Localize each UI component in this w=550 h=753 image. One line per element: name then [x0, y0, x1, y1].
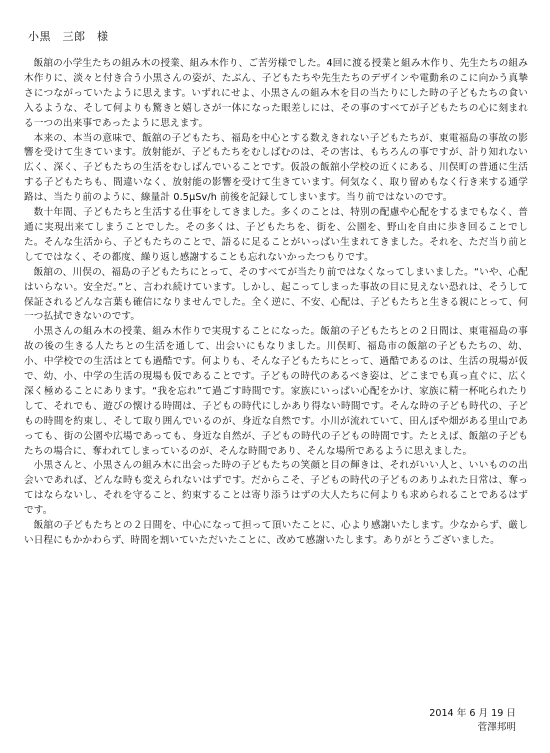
closing-block: [429, 707, 516, 735]
paragraph: 飯舘の、川俣の、福島の子どもたちにとって、そのすべてが当たり前ではなくなってしまいました。“いや、心配はいらない。安全だ。”と、言われ続けています。しかし、起こってしまった事故の目に見えない恐れは、そうして保証されるどんな言葉も確信になりませんでした。全く逆に、不安、心配は、子どもたちと生きる親にとって、何一つ払拭できないのです。: [24, 266, 528, 323]
paragraph: 本来の、本当の意味で、飯舘の子どもたち、福島を中心とする数えきれない子どもたちが、東電福島の事故の影響を受けて生きています。放射能が、子どもたちをむしばむのは、その害は、もちろんの事ですが、計り知れない広く、深く、子どもたちの生活をむしばんでいることです。仮設の飯舘小学校の近くにある、川俣町の普通に生活する子どもたちも、間違いなく、放射能の影響を受けて生きています。何気なく、取り留めもなく行き来する通学路は、当たり前のように、線量計 0.5μSv/h 前後を記録してしまいます。当り前ではないのです。: [24, 132, 528, 204]
signature: 菅澤邦明: [477, 722, 516, 733]
paragraph: 飯舘の小学生たちの組み木の授業、組み木作り、ご苦労様でした。4回に渡る授業と組み木作り、先生たちの組み木作りに、淡々と付き合う小黒さんの姿が、たぶん、子どもたちや先生たちのデザインや電動糸のこに向かう真摯さにつながっていたように思えます。いずれにせよ、小黒さんの組み木を目の当たりにした時の子どもたちの食い入るような、そして何よりも驚きと嬉しさが一体になった眼差しには、その事のすべてが子どもたちの心に刻まれる一つの出来事であったように思えます。: [24, 58, 528, 129]
paragraph: 数十年間、子どもたちと生活する仕事をしてきました。多くのことは、特別の配慮や心配をするまでもなく、普通に実現出来てしまうことでした。その多くは、子どもたちを、街を、公園を、野山を自由に歩き回ることでした。そんな生活から、子どもたちのことで、語るに足ることがいっぱい生まれてきました。それを、ただ当り前としてではなく、その都度、繰り返し感謝することも忘れないかったつもりです。: [24, 207, 528, 263]
salutation: 小黒 三郎 様: [28, 30, 109, 43]
paragraph: 飯舘の子どもたちとの２日間を、中心になって担って頂いたことに、心より感謝いたします。少なからず、厳しい日程にもかかわらず、時間を割いていただいたことに、改めて感謝いたします。ありがとうございました。: [24, 520, 528, 546]
paragraph: 小黒さんの組み木の授業、組み木作りで実現することになった。飯舘の子どもたちとの２日間は、東電福島の事故の後の生きる人たちとの生活を通して、出会いにもなりました。川俣町、福島市の飯舘の子どもたちの、幼、小、中学校での生活はとても過酷です。何よりも、そんな子どもたちにとって、過酷であるのは、生活の現場が仮で、幼、小、中学の生活の現場も仮であることです。子どもの時代のあるべき姿は、どこまでも真っ直ぐに、広く深く極めることにあります。“我を忘れ”て過ごす時間です。家族にいっぱい心配をかけ、家族に精一杯叱られたりして、それでも、遊びの懐ける時間は、子どもの時代にしかあり得ない時間です。そんな時の子ども時代の、子どもの時間を約束し、そして取り囲んでいるのが、身近な自然です。小川が流れていて、田んぼや畑がある里山であっても、街の公園や広場であっても、身近な自然が、子どもの時代の子どもの時間です。たとえば、飯舘の子どもたちの場合に、奪われてしまっているのが、そんな時間であり、そんな場所であるように思えました。: [24, 326, 528, 457]
letter-date: 2014 年 6 月 19 日: [429, 708, 516, 719]
paragraph: 小黒さんと、小黒さんの組み木に出会った時の子どもたちの笑顔と目の輝きは、それがいい人と、いいものの出会いであれば、どんな時も変えられないはずです。だからこそ、子どもの時代の子どものありふれた日常は、奪ってはならないし、それを守ること、約束することは寄り添うはずの大人たちに何よりも求められることであるはずです。: [24, 460, 528, 517]
letter-body: [24, 57, 528, 549]
